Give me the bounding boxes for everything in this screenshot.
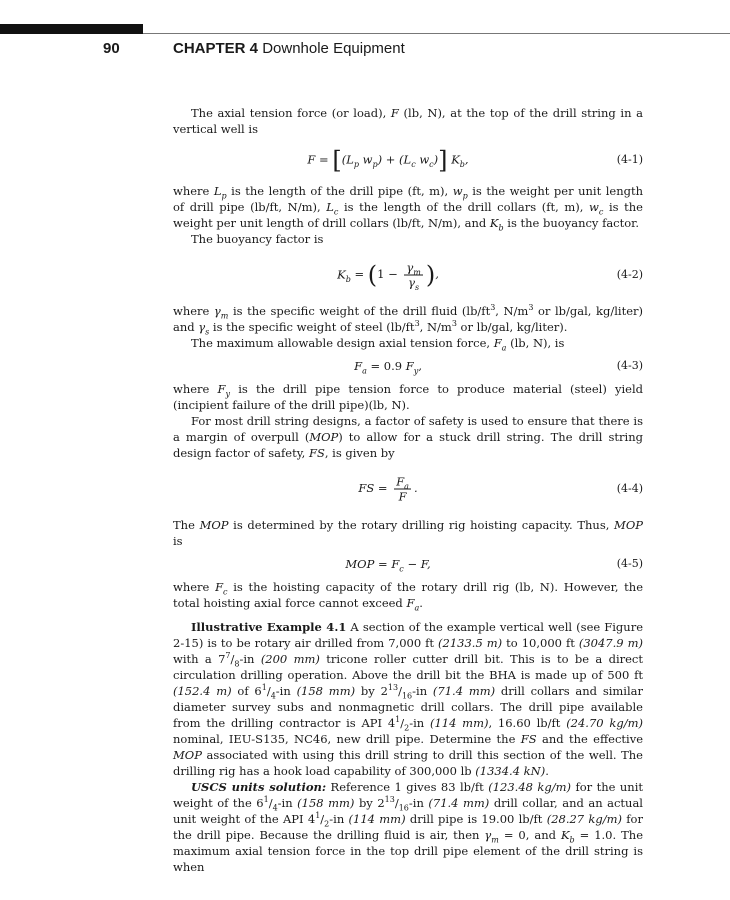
equation-number: (4-3) (616, 359, 643, 372)
paragraph: For most drill string designs, a factor of safety is used to ensure that there is a margin of overpull (MOP) to allow for a stuck drill string. The drill string design factor of safety, FS, is given by (173, 414, 643, 460)
paragraph: The axial tension force (or load), F (lb, N), at the top of the drill string in a vertical well is (173, 106, 643, 136)
paragraph: where $F_c$ is the hoisting capacity of the rotary drill rig (lb, N). However, the total hoisting axial force cannot exceed $F_a$. (173, 580, 644, 613)
equation-4-3: $F_a = 0.9$ $F_y$, (4-3) (354, 359, 643, 376)
chapter-title: Downhole Equipment (262, 40, 405, 57)
equation-number: (4-5) (616, 557, 643, 570)
equation-number: (4-2) (616, 268, 643, 281)
example-heading: Illustrative Example 4.1 (191, 620, 347, 634)
chapter-number: CHAPTER 4 (173, 40, 259, 57)
equation-4-1: $F = [(L_p$ $w_p) + (L_c$ $w_c$)] $K_b$, (4-1) (307, 146, 643, 175)
chapter-heading (173, 40, 405, 57)
page-number: 90 (103, 40, 120, 57)
body-text (173, 105, 643, 875)
solution-heading: USCS units solution: (191, 780, 327, 794)
equation-4-2: $K_b = (1$ − $\frac{\gamma_m}{\gamma_s}$ ), (4-2) (337, 260, 643, 292)
paragraph: where $L_p$ is the length of the drill pipe (ft, m), $w_p$ is the weight per unit length of drill pipe (lb/ft, N/m), $L_c$ is the length of the drill collars (ft, m), $w_c$ is the weight per unit length of drill collars (lb/ft, N/m), and $K_b$ is the buoyancy factor. (173, 184, 644, 233)
equation-number: (4-4) (616, 482, 643, 495)
paragraph: where $F_y$ is the drill pipe tension force to produce material (steel) yield (incipient failure of the drill pipe)(lb, N). (173, 382, 644, 412)
equation-4-4: FS = $\frac{F_a}{F}$ . (4-4) (358, 474, 643, 504)
header-rule (143, 33, 730, 34)
equation-number: (4-1) (616, 153, 643, 166)
paragraph: The buoyancy factor is (191, 232, 324, 246)
paragraph: Illustrative Example 4.1 A section of the example vertical well (see Figure 2-15) is to be rotary air drilled from 7,000 ft (2133.5 m) to 10,000 ft (3047.9 m) with a $7^7/_8-in$ (200 mm) tricone roller cutter drill bit. This is to be a direct circulation drilling operation. Above the drill bit the BHA is made up of 500 ft (152.4 m) of $6^1/_4-in$ (158 mm) by $2^{13}/_{16}-in$ (71.4 mm) drill collars and similar diameter survey subs and nonmagnetic drill collars. The drill pipe available from the drilling contractor is API $4^1/_2-in$ (114 mm), 16.60 lb/ft (24.70 kg/m) nominal, IEU-S135, NC46, new drill pipe. Determine the FS and the effective MOP associated with using this drill string to drill this section of the well. The drilling rig has a hook load capability of 300,000 lb (1334.4 kN). (173, 620, 644, 778)
header-bar (0, 24, 143, 34)
paragraph: The maximum allowable design axial tension force, $F_a$ (lb, N), is (191, 336, 565, 353)
paragraph: USCS units solution: Reference 1 gives 83 lb/ft (123.48 kg/m) for the unit weight of the $6^1/_4-in$ (158 mm) by $2^{13}/_{16}-in$ (71.4 mm) drill collar, and an actual unit weight of the API $4^1/_2-in$ (114 mm) drill pipe is 19.00 lb/ft (28.27 kg/m) for the drill pipe. Because the drilling fluid is air, then $\gamma_m = 0$, and $K_b = 1.0$. The maximum axial tension force in the top drill pipe element of the drill string is when (173, 780, 643, 874)
equation-4-5: MOP = $F_c - F$, (4-5) (345, 557, 643, 574)
paragraph: where $\gamma_m$ is the specific weight of the drill fluid ($lb/ft^3$, $N/m^3$ or lb/gal, kg/liter) and $\gamma_s$ is the specific weight of steel ($lb/ft^3$, $N/m^3$ or lb/gal, kg/liter). (173, 303, 643, 337)
paragraph: The MOP is determined by the rotary drilling rig hoisting capacity. Thus, MOP is (173, 518, 643, 548)
